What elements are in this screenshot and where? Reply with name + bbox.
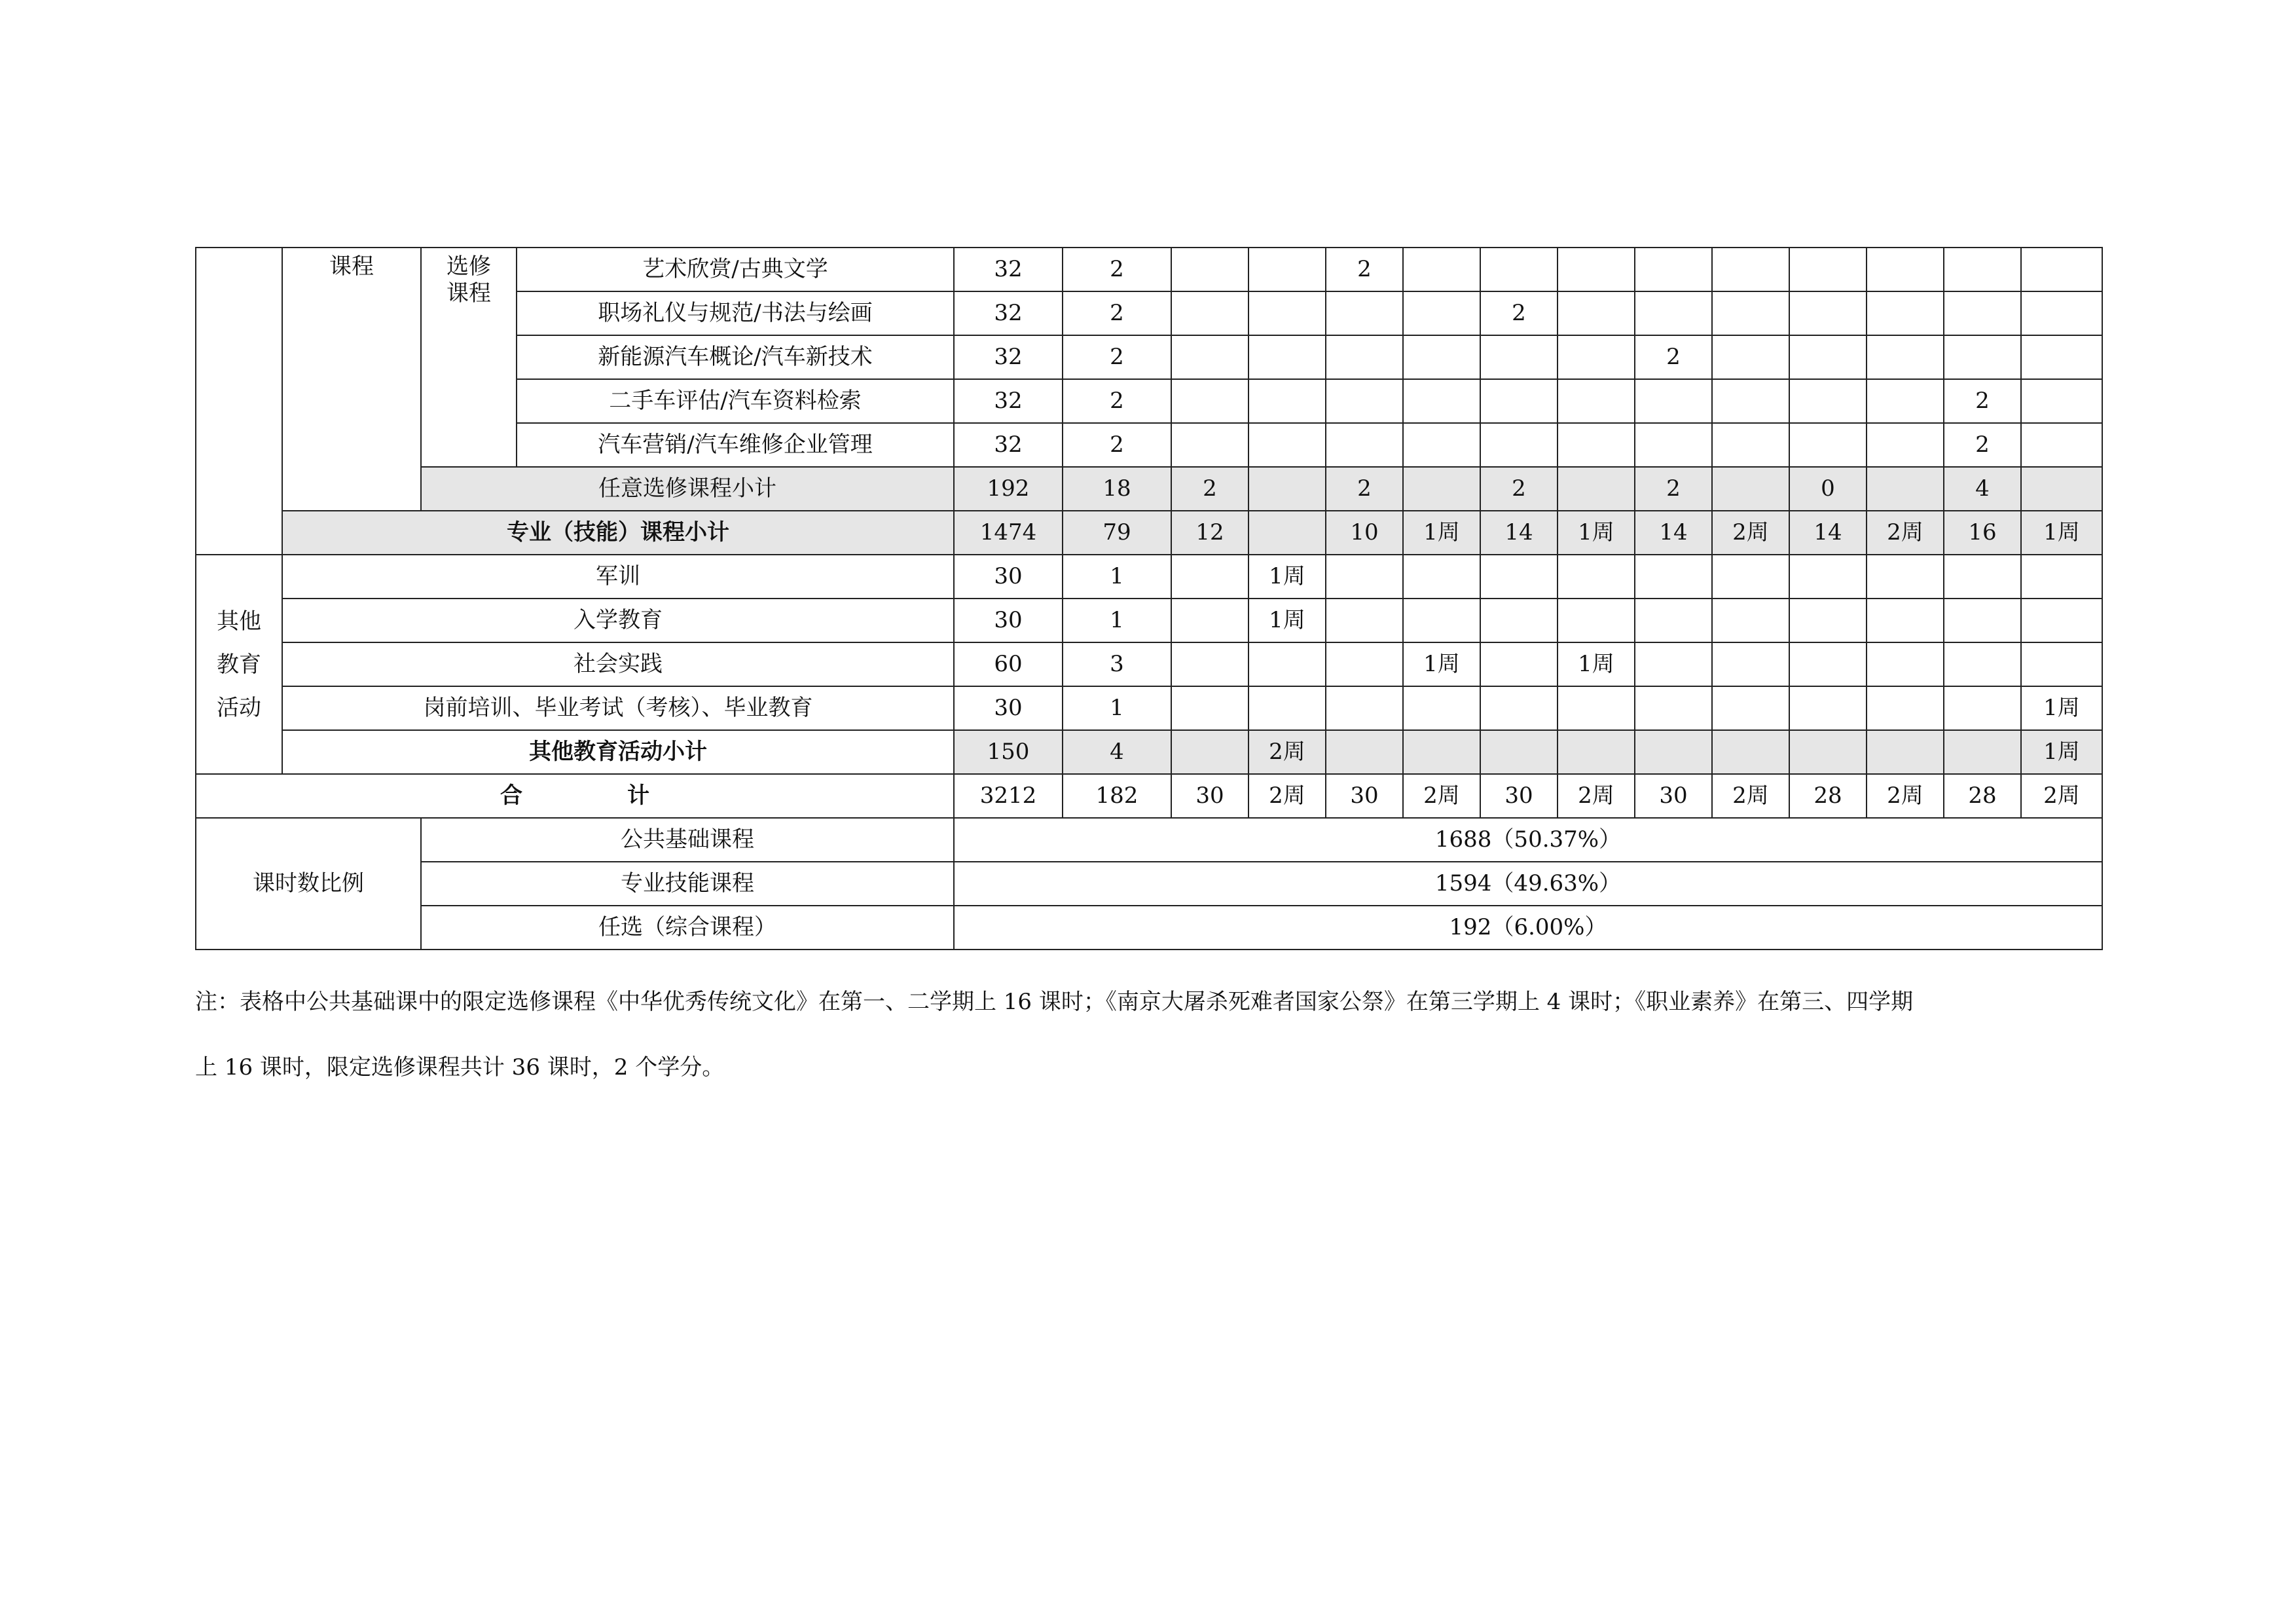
subtotal-row bbox=[196, 511, 2102, 555]
term-cell bbox=[1635, 248, 1712, 291]
term-cell bbox=[1712, 291, 1789, 335]
term-cell: 2 bbox=[1171, 467, 1248, 511]
credits-cell: 182 bbox=[1063, 774, 1171, 818]
term-cell bbox=[1171, 686, 1248, 730]
term-cell: 14 bbox=[1480, 511, 1558, 555]
term-cell: 2周 bbox=[1712, 511, 1789, 555]
term-cell bbox=[1248, 335, 1326, 379]
label-line: 课程 bbox=[446, 280, 491, 306]
term-cell: 2 bbox=[1326, 248, 1403, 291]
activity-name-cell: 入学教育 bbox=[282, 599, 954, 642]
term-cell bbox=[1635, 642, 1712, 686]
hours-cell: 32 bbox=[954, 423, 1063, 467]
term-cell bbox=[1326, 335, 1403, 379]
term-cell: 2 bbox=[1944, 379, 2021, 423]
label-line: 其他 bbox=[217, 608, 261, 635]
table-row bbox=[196, 599, 2102, 642]
term-cell: 2 bbox=[1944, 423, 2021, 467]
term-cell: 2周 bbox=[2021, 774, 2102, 818]
term-cell bbox=[1403, 291, 1480, 335]
course-name-cell: 汽车营销/汽车维修企业管理 bbox=[517, 423, 954, 467]
label-line: 选修 bbox=[446, 253, 491, 280]
label-line: 教育 bbox=[217, 651, 261, 678]
table-row bbox=[196, 642, 2102, 686]
term-cell bbox=[1944, 291, 2021, 335]
term-cell: 2 bbox=[1635, 335, 1712, 379]
term-cell bbox=[1326, 555, 1403, 599]
term-cell bbox=[1789, 423, 1867, 467]
term-cell: 30 bbox=[1635, 774, 1712, 818]
table-body bbox=[196, 248, 2102, 950]
term-cell bbox=[1403, 730, 1480, 774]
term-cell bbox=[1789, 599, 1867, 642]
term-cell bbox=[1248, 291, 1326, 335]
term-cell bbox=[1480, 599, 1558, 642]
ratio-name-cell: 专业技能课程 bbox=[421, 862, 954, 906]
term-cell bbox=[1789, 291, 1867, 335]
total-label-part: 合 bbox=[500, 783, 522, 809]
term-cell: 2周 bbox=[1712, 774, 1789, 818]
term-cell: 2周 bbox=[1867, 511, 1944, 555]
footnote-line-2: 上 16 课时，限定选修课程共计 36 课时，2 个学分。 bbox=[195, 1054, 725, 1080]
term-cell: 2周 bbox=[1248, 774, 1326, 818]
term-cell: 1周 bbox=[1248, 599, 1326, 642]
credits-cell: 1 bbox=[1063, 555, 1171, 599]
term-cell: 30 bbox=[1480, 774, 1558, 818]
term-cell: 0 bbox=[1789, 467, 1867, 511]
term-cell bbox=[1480, 642, 1558, 686]
term-cell: 1周 bbox=[1248, 555, 1326, 599]
term-cell bbox=[1403, 423, 1480, 467]
term-cell bbox=[1558, 291, 1635, 335]
term-cell bbox=[1867, 248, 1944, 291]
hours-cell: 32 bbox=[954, 291, 1063, 335]
term-cell bbox=[1635, 379, 1712, 423]
term-cell: 4 bbox=[1944, 467, 2021, 511]
term-cell bbox=[2021, 599, 2102, 642]
course-name-cell: 职场礼仪与规范/书法与绘画 bbox=[517, 291, 954, 335]
subtotal-label: 专业（技能）课程小计 bbox=[282, 511, 954, 555]
term-cell bbox=[1558, 686, 1635, 730]
term-cell bbox=[1867, 379, 1944, 423]
course-group-cell: 课程 bbox=[282, 248, 421, 511]
term-cell bbox=[1480, 248, 1558, 291]
table-row bbox=[196, 555, 2102, 599]
footnote-line-1: 注：表格中公共基础课中的限定选修课程《中华优秀传统文化》在第一、二学期上 16 课时；《南京大屠杀死难者国家公祭》在第三学期上 4 课时；《职业素养》在第三、四学期 bbox=[195, 989, 1914, 1015]
term-cell: 1周 bbox=[2021, 511, 2102, 555]
term-cell bbox=[1712, 642, 1789, 686]
term-cell bbox=[1171, 730, 1248, 774]
credits-cell: 2 bbox=[1063, 248, 1171, 291]
term-cell bbox=[1712, 379, 1789, 423]
total-row bbox=[196, 774, 2102, 818]
term-cell bbox=[1403, 248, 1480, 291]
ratio-row bbox=[196, 818, 2102, 862]
term-cell bbox=[1789, 248, 1867, 291]
ratio-row bbox=[196, 862, 2102, 906]
term-cell bbox=[1480, 423, 1558, 467]
term-cell bbox=[1480, 686, 1558, 730]
term-cell bbox=[1480, 730, 1558, 774]
term-cell bbox=[1867, 599, 1944, 642]
term-cell bbox=[1558, 423, 1635, 467]
term-cell bbox=[1558, 599, 1635, 642]
term-cell bbox=[1171, 379, 1248, 423]
term-cell: 2周 bbox=[1403, 774, 1480, 818]
hours-cell: 1474 bbox=[954, 511, 1063, 555]
term-cell bbox=[1480, 379, 1558, 423]
term-cell bbox=[1171, 555, 1248, 599]
course-name-cell: 新能源汽车概论/汽车新技术 bbox=[517, 335, 954, 379]
elective-group-cell bbox=[421, 248, 517, 467]
term-cell bbox=[1867, 335, 1944, 379]
term-cell bbox=[1171, 599, 1248, 642]
activity-name-cell: 岗前培训、毕业考试（考核）、毕业教育 bbox=[282, 686, 954, 730]
table-row bbox=[196, 686, 2102, 730]
subtotal-row bbox=[196, 467, 2102, 511]
term-cell bbox=[1248, 467, 1326, 511]
credits-cell: 2 bbox=[1063, 379, 1171, 423]
term-cell bbox=[1558, 248, 1635, 291]
term-cell bbox=[1712, 423, 1789, 467]
term-cell bbox=[1712, 599, 1789, 642]
table-footnote bbox=[195, 969, 2107, 1100]
label-line: 活动 bbox=[217, 694, 261, 721]
subtotal-label: 任意选修课程小计 bbox=[421, 467, 954, 511]
term-cell: 1周 bbox=[1403, 642, 1480, 686]
term-cell bbox=[2021, 467, 2102, 511]
term-cell bbox=[1558, 730, 1635, 774]
ratio-value-cell: 1594（49.63%） bbox=[954, 862, 2102, 906]
term-cell bbox=[2021, 291, 2102, 335]
term-cell bbox=[1789, 730, 1867, 774]
term-cell bbox=[1403, 379, 1480, 423]
other-activities-cell bbox=[196, 555, 282, 774]
ratio-value-cell: 1688（50.37%） bbox=[954, 818, 2102, 862]
term-cell bbox=[1480, 555, 1558, 599]
credits-cell: 1 bbox=[1063, 686, 1171, 730]
term-cell bbox=[1171, 423, 1248, 467]
term-cell bbox=[1403, 467, 1480, 511]
term-cell bbox=[1789, 379, 1867, 423]
term-cell bbox=[1326, 379, 1403, 423]
term-cell bbox=[1712, 730, 1789, 774]
activity-name-cell: 社会实践 bbox=[282, 642, 954, 686]
course-name-cell: 二手车评估/汽车资料检索 bbox=[517, 379, 954, 423]
term-cell: 14 bbox=[1635, 511, 1712, 555]
credits-cell: 2 bbox=[1063, 335, 1171, 379]
credits-cell: 1 bbox=[1063, 599, 1171, 642]
term-cell: 2周 bbox=[1558, 774, 1635, 818]
term-cell bbox=[1326, 642, 1403, 686]
credits-cell: 2 bbox=[1063, 291, 1171, 335]
term-cell bbox=[1403, 335, 1480, 379]
term-cell bbox=[1171, 642, 1248, 686]
term-cell bbox=[1635, 599, 1712, 642]
term-cell bbox=[1712, 467, 1789, 511]
credits-cell: 79 bbox=[1063, 511, 1171, 555]
hours-cell: 30 bbox=[954, 555, 1063, 599]
ratio-name-cell: 公共基础课程 bbox=[421, 818, 954, 862]
hours-cell: 32 bbox=[954, 248, 1063, 291]
term-cell bbox=[1867, 642, 1944, 686]
term-cell bbox=[1171, 291, 1248, 335]
term-cell bbox=[1326, 686, 1403, 730]
term-cell bbox=[1944, 335, 2021, 379]
term-cell: 30 bbox=[1171, 774, 1248, 818]
hours-cell: 192 bbox=[954, 467, 1063, 511]
term-cell: 2周 bbox=[1867, 774, 1944, 818]
term-cell bbox=[1403, 599, 1480, 642]
term-cell bbox=[2021, 248, 2102, 291]
hours-cell: 32 bbox=[954, 379, 1063, 423]
term-cell: 2周 bbox=[1248, 730, 1326, 774]
term-cell bbox=[1171, 335, 1248, 379]
term-cell bbox=[1867, 555, 1944, 599]
term-cell bbox=[2021, 423, 2102, 467]
term-cell: 2 bbox=[1480, 467, 1558, 511]
category-cell bbox=[196, 248, 282, 555]
credits-cell: 4 bbox=[1063, 730, 1171, 774]
term-cell: 14 bbox=[1789, 511, 1867, 555]
term-cell bbox=[1326, 730, 1403, 774]
term-cell bbox=[1326, 599, 1403, 642]
term-cell bbox=[1403, 686, 1480, 730]
term-cell bbox=[1867, 291, 1944, 335]
term-cell bbox=[1712, 335, 1789, 379]
term-cell bbox=[1635, 291, 1712, 335]
term-cell: 16 bbox=[1944, 511, 2021, 555]
term-cell bbox=[1326, 291, 1403, 335]
term-cell bbox=[1558, 467, 1635, 511]
term-cell: 1周 bbox=[2021, 730, 2102, 774]
term-cell bbox=[1944, 248, 2021, 291]
term-cell bbox=[1635, 555, 1712, 599]
total-label bbox=[196, 774, 954, 818]
ratio-label-cell: 课时数比例 bbox=[196, 818, 421, 950]
term-cell: 1周 bbox=[1558, 642, 1635, 686]
credits-cell: 3 bbox=[1063, 642, 1171, 686]
term-cell bbox=[1248, 423, 1326, 467]
term-cell: 2 bbox=[1326, 467, 1403, 511]
ratio-row bbox=[196, 906, 2102, 950]
table-row bbox=[196, 248, 2102, 291]
subtotal-row bbox=[196, 730, 2102, 774]
term-cell bbox=[1789, 335, 1867, 379]
activity-name-cell: 军训 bbox=[282, 555, 954, 599]
term-cell bbox=[1248, 642, 1326, 686]
hours-cell: 60 bbox=[954, 642, 1063, 686]
term-cell: 2 bbox=[1480, 291, 1558, 335]
term-cell bbox=[2021, 555, 2102, 599]
hours-cell: 150 bbox=[954, 730, 1063, 774]
term-cell bbox=[1867, 467, 1944, 511]
term-cell: 28 bbox=[1789, 774, 1867, 818]
term-cell bbox=[1944, 686, 2021, 730]
hours-cell: 32 bbox=[954, 335, 1063, 379]
term-cell bbox=[1248, 511, 1326, 555]
term-cell: 1周 bbox=[1403, 511, 1480, 555]
ratio-name-cell: 任选（综合课程） bbox=[421, 906, 954, 950]
term-cell bbox=[1789, 642, 1867, 686]
term-cell bbox=[1171, 248, 1248, 291]
total-label-part: 计 bbox=[627, 783, 649, 809]
credits-cell: 18 bbox=[1063, 467, 1171, 511]
term-cell bbox=[1248, 686, 1326, 730]
term-cell bbox=[2021, 642, 2102, 686]
term-cell bbox=[1635, 686, 1712, 730]
credits-cell: 2 bbox=[1063, 423, 1171, 467]
term-cell: 1周 bbox=[2021, 686, 2102, 730]
term-cell bbox=[1944, 642, 2021, 686]
term-cell bbox=[1480, 335, 1558, 379]
term-cell bbox=[1558, 335, 1635, 379]
term-cell bbox=[1944, 599, 2021, 642]
term-cell bbox=[1558, 379, 1635, 423]
hours-cell: 3212 bbox=[954, 774, 1063, 818]
term-cell bbox=[1712, 686, 1789, 730]
term-cell bbox=[2021, 335, 2102, 379]
hours-cell: 30 bbox=[954, 599, 1063, 642]
ratio-value-cell: 192（6.00%） bbox=[954, 906, 2102, 950]
term-cell bbox=[1403, 555, 1480, 599]
term-cell bbox=[1635, 423, 1712, 467]
term-cell bbox=[1867, 730, 1944, 774]
term-cell bbox=[1635, 730, 1712, 774]
subtotal-label: 其他教育活动小计 bbox=[282, 730, 954, 774]
term-cell bbox=[1712, 248, 1789, 291]
term-cell: 1周 bbox=[1558, 511, 1635, 555]
term-cell bbox=[1789, 686, 1867, 730]
curriculum-table bbox=[195, 247, 2103, 950]
hours-cell: 30 bbox=[954, 686, 1063, 730]
term-cell bbox=[1867, 423, 1944, 467]
curriculum-table-sheet bbox=[195, 247, 2092, 950]
term-cell: 10 bbox=[1326, 511, 1403, 555]
term-cell bbox=[1944, 555, 2021, 599]
term-cell bbox=[2021, 379, 2102, 423]
term-cell: 2 bbox=[1635, 467, 1712, 511]
term-cell bbox=[1867, 686, 1944, 730]
term-cell: 30 bbox=[1326, 774, 1403, 818]
term-cell bbox=[1248, 248, 1326, 291]
term-cell bbox=[1248, 379, 1326, 423]
term-cell bbox=[1944, 730, 2021, 774]
term-cell: 28 bbox=[1944, 774, 2021, 818]
term-cell: 12 bbox=[1171, 511, 1248, 555]
term-cell bbox=[1712, 555, 1789, 599]
term-cell bbox=[1789, 555, 1867, 599]
term-cell bbox=[1558, 555, 1635, 599]
course-name-cell: 艺术欣赏/古典文学 bbox=[517, 248, 954, 291]
term-cell bbox=[1326, 423, 1403, 467]
